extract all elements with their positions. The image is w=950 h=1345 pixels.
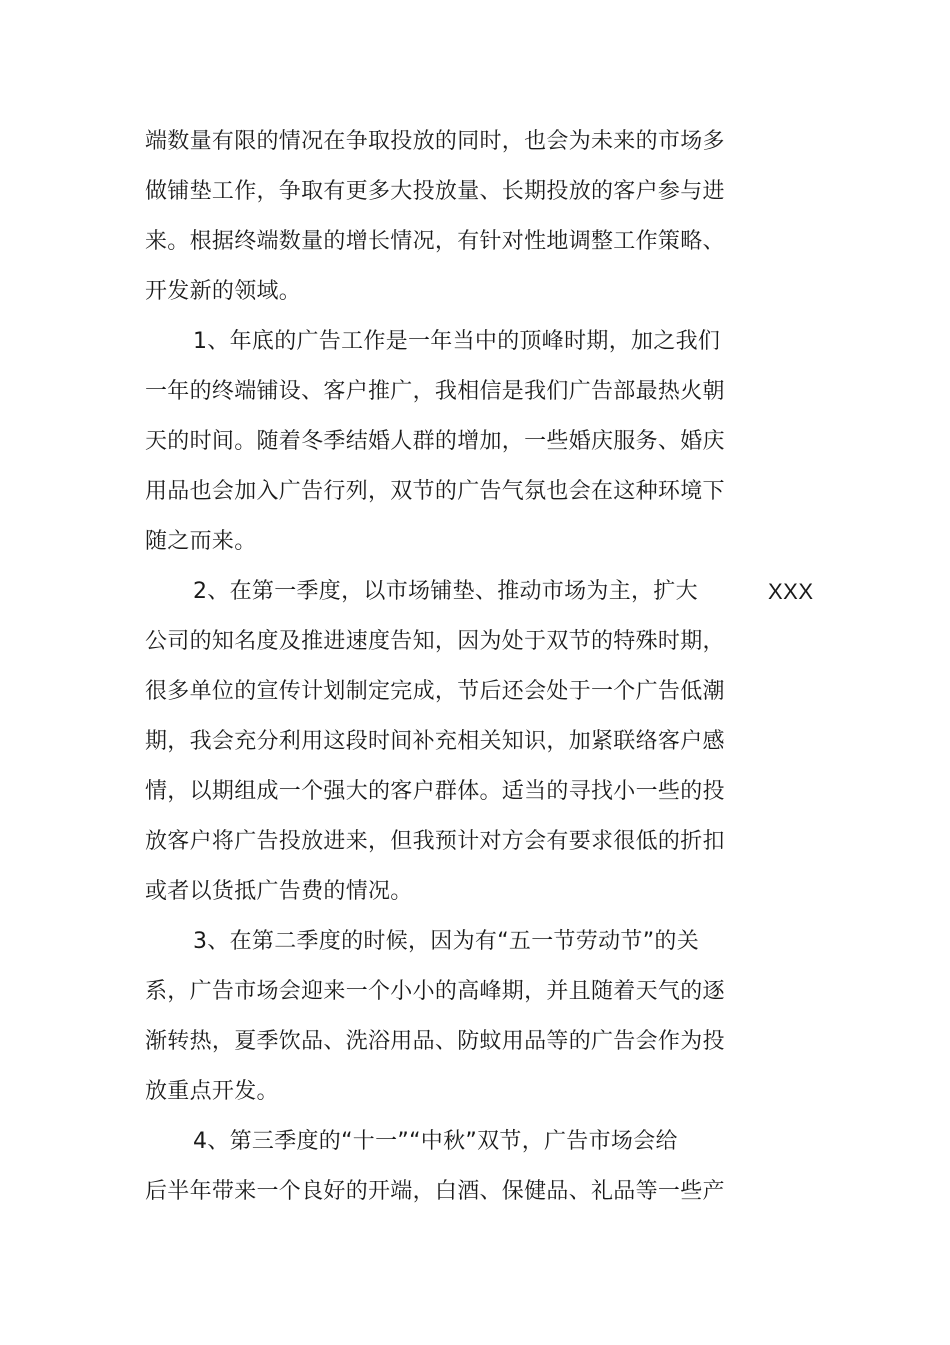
text-line: 放客户将广告投放进来，但我预计对方会有要求很低的折扣 [145,829,725,854]
paragraph-4-first-line: 4、第三季度的“十一”“中秋”双节，广告市场会给 [193,1129,678,1154]
text-line: 很多单位的宣传计划制定完成，节后还会处于一个广告低潮 [145,679,725,704]
text-line: 来。根据终端数量的增长情况，有针对性地调整工作策略、 [145,229,725,254]
text-line: 情，以期组成一个强大的客户群体。适当的寻找小一些的投 [145,779,725,804]
text-line: 随之而来。 [145,529,257,554]
paragraph-3-first-line: 3、在第二季度的时候，因为有“五一节劳动节”的关 [193,929,699,954]
text-line: 后半年带来一个良好的开端，白酒、保健品、礼品等一些产 [145,1179,725,1204]
placeholder-marker: XXX [768,579,814,604]
paragraph-1-first-line: 1、年底的广告工作是一年当中的顶峰时期，加之我们 [193,329,721,354]
text-line: 公司的知名度及推进速度告知，因为处于双节的特殊时期， [145,629,725,654]
text-line: 做铺垫工作，争取有更多大投放量、长期投放的客户参与进 [145,179,725,204]
text-line: 开发新的领域。 [145,279,302,304]
text-line: 系，广告市场会迎来一个小小的高峰期，并且随着天气的逐 [145,979,725,1004]
text-line: 一年的终端铺设、客户推广，我相信是我们广告部最热火朝 [145,379,725,404]
text-line: 端数量有限的情况在争取投放的同时，也会为未来的市场多 [145,129,725,154]
text-line: 渐转热，夏季饮品、洗浴用品、防蚊用品等的广告会作为投 [145,1029,725,1054]
text-line: 期，我会充分利用这段时间补充相关知识，加紧联络客户感 [145,729,725,754]
text-line: 放重点开发。 [145,1079,279,1104]
text-line: 或者以货抵广告费的情况。 [145,879,413,904]
text-line: 用品也会加入广告行列，双节的广告气氛也会在这种环境下 [145,479,725,504]
text-line: 天的时间。随着冬季结婚人群的增加，一些婚庆服务、婚庆 [145,429,725,454]
paragraph-2-first-line: 2、在第一季度，以市场铺垫、推动市场为主，扩大 [193,579,698,604]
